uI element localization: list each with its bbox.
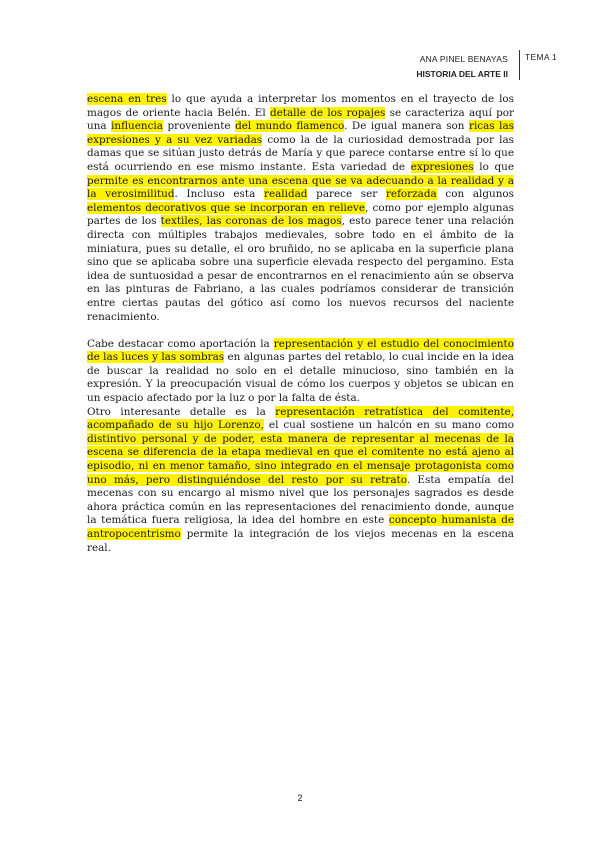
- highlighted-text: concepto humanista de antropocentrismo: [87, 514, 515, 540]
- paragraph-3: [87, 406, 514, 556]
- header-divider: [519, 50, 520, 80]
- text-run: parece ser: [307, 188, 386, 201]
- text-run: con algunos: [436, 188, 514, 201]
- text-run: lo que: [473, 160, 514, 173]
- text-run: . Incluso esta: [174, 188, 264, 201]
- highlighted-text: ricas las expresiones y a su vez variadas: [87, 120, 515, 146]
- body-text: [87, 93, 514, 555]
- text-run: en algunas partes del retablo, lo cual incide en la idea de buscar la realidad no solo en el detalle minucioso, sino también en la expresión. Y la preocupación visual de cómo los cuerpos y objetos se ubican en un espacio afectado por la luz o por la falta de ésta.: [87, 351, 514, 405]
- text-run: . Esta empatía del mecenas con su encargo al mismo nivel que los personajes sagrados es desde ahora práctica común en las representaciones del renacimiento donde, aunque la temática fuera religiosa, la idea del hombre en este: [87, 473, 514, 527]
- highlighted-text: elementos decorativos que se incorporan en relieve: [87, 201, 366, 214]
- highlighted-text: realidad: [263, 188, 308, 201]
- paragraph-1: [87, 93, 514, 324]
- text-run: Cabe destacar como aportación la: [87, 337, 274, 350]
- page-number: 2: [297, 793, 303, 803]
- text-run: se caracteriza aquí por una: [87, 106, 514, 133]
- text-run: lo que ayuda a interpretar los momentos en el trayecto de los magos de oriente hacia Belén. El: [87, 93, 514, 119]
- header-author: ANA PINEL BENAYAS: [419, 54, 508, 64]
- header-subject: HISTORIA DEL ARTE II: [416, 69, 508, 79]
- highlighted-text: del mundo flamenco: [235, 120, 345, 133]
- highlighted-text: representación y el estudio del conocimiento de las luces y las sombras: [87, 337, 514, 364]
- paragraph-2: [87, 338, 514, 406]
- highlighted-text: representación retratística del comitente, acompañado de su hijo Lorenzo,: [87, 405, 514, 432]
- text-run: . De igual manera son: [344, 120, 469, 133]
- highlighted-text: detalle de los ropajes: [269, 106, 386, 119]
- header-topic: TEMA 1: [525, 52, 558, 62]
- text-run: permite la integración de los viejos mecenas en la escena real.: [87, 528, 514, 554]
- text-run: proveniente: [162, 120, 236, 133]
- highlighted-text: influencia: [111, 120, 163, 133]
- highlighted-text: permite es encontrarnos ante una escena que se va adecuando a la realidad y a la verosimilitud: [87, 174, 514, 201]
- highlighted-text: expresiones: [410, 160, 474, 173]
- highlighted-text: distintivo personal y de poder, esta manera de representar al mecenas de la escena se diferencia de la etapa medieval en que el comitente no está ajeno al episodio, ni en menor tamaño, sino integrado en el mensaje protagonista como uno más, pero distinguiéndose del resto por su retrato: [87, 432, 514, 486]
- highlighted-text: reforzada: [385, 188, 437, 201]
- text-run: , esto parece tener una relación directa con múltiples trabajos medievales, sobre todo en el ámbito de la miniatura, pues su detalle, el oro bruñido, no se aplicaba en la superficie plana sino que se aplicaba sobre una superficie elevada respecto del pergamino. Esta idea de suntuosidad a pesar de encontrarnos en el renacimiento aún se observa en las pinturas de Fabriano, a las cuales podríamos considerar de transición entre ciertas pautas del gótico así como los nuevos recursos del naciente renacimiento.: [87, 215, 515, 323]
- text-run: como la de la curiosidad demostrada por las damas que se sitúan justo detrás de María y que parece contarse entre sí lo que está ocurriendo en ese mismo instante. Esta variedad de: [87, 133, 515, 173]
- highlighted-text: escena en tres: [87, 93, 167, 105]
- running-header: [416, 52, 508, 82]
- text-run: el cual sostiene un halcón en su mano como: [263, 419, 514, 432]
- highlighted-text: textiles, las coronas de los magos: [160, 215, 342, 228]
- text-run: , como por ejemplo algunas partes de los: [87, 201, 514, 228]
- text-run: Otro interesante detalle es la: [87, 405, 276, 418]
